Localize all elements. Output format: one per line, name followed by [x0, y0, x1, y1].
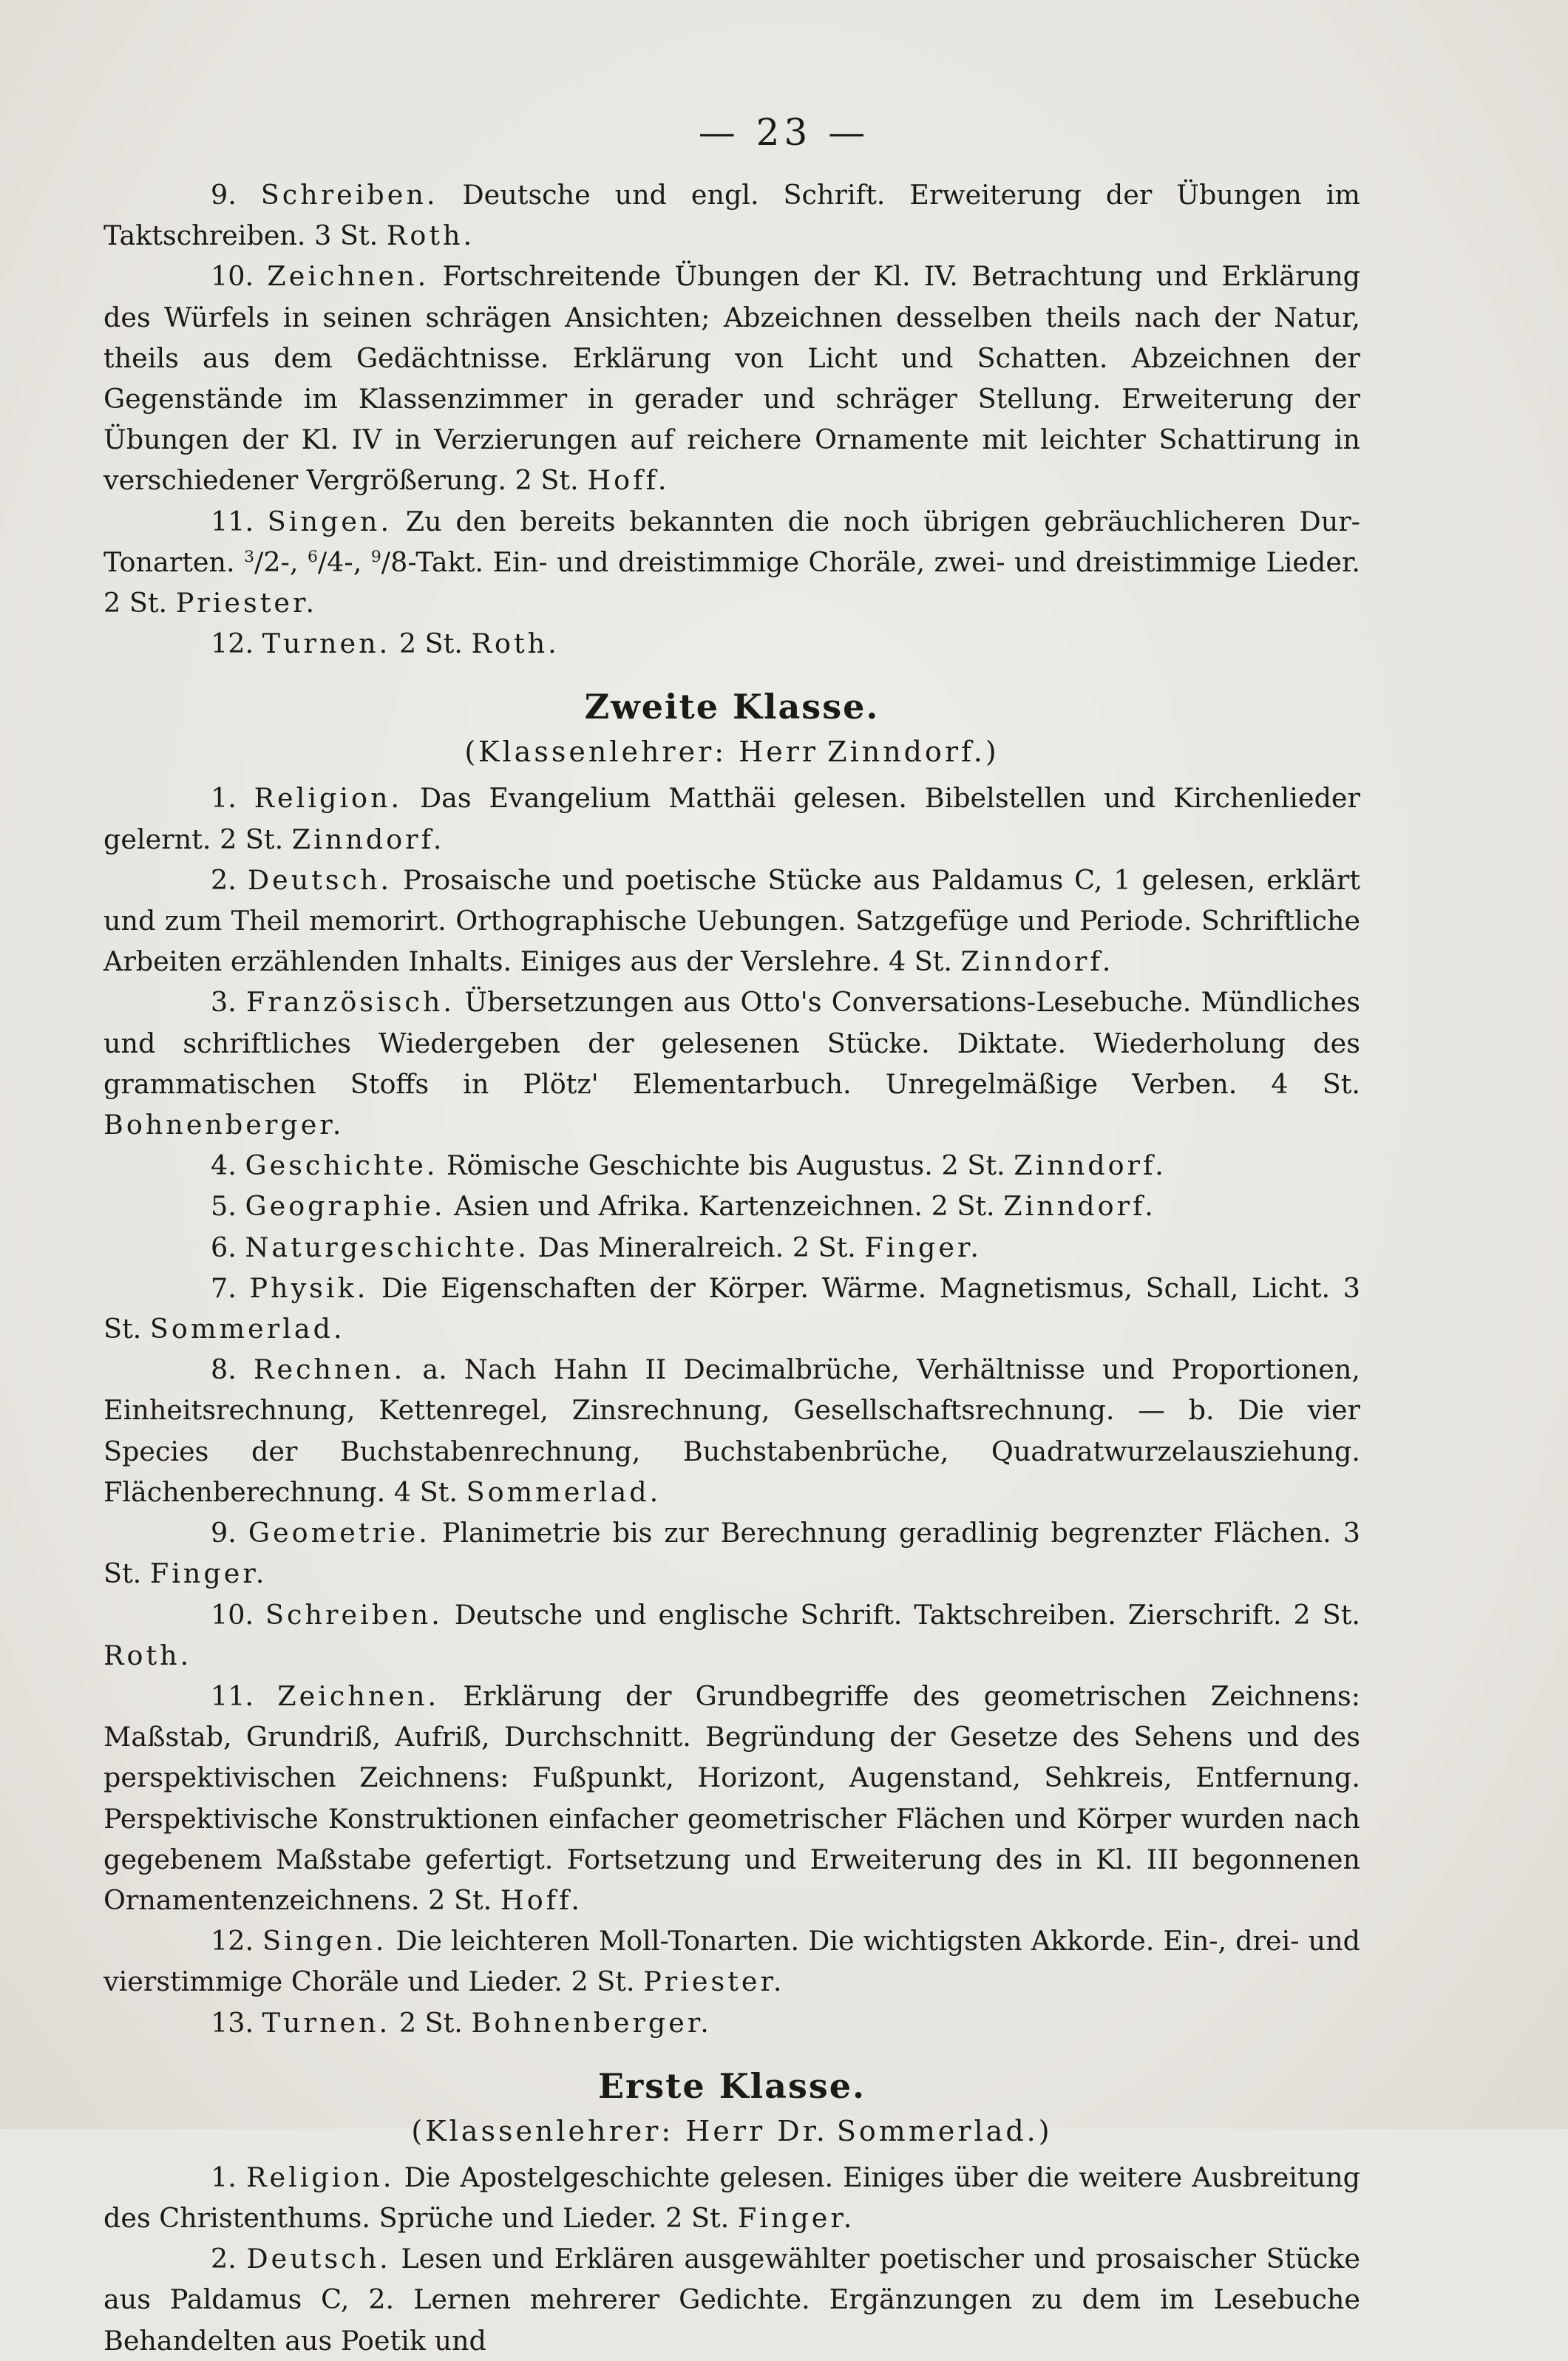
item-franzoesisch: 3. Französisch. Übersetzungen aus Otto's Conversations-Lesebuche. Mündliches und schriftliches Wiedergeben der gelesenen Stücke. Diktate. Wiederholung des grammatischen Stoffs in Plötz' Elementarbuch. Unregelmäßige Verben. 4 St. Bohnenberger. [103, 986, 1360, 1141]
subject-label: Physik. [249, 1271, 369, 1304]
teacher-name: Bohnenberger. [103, 1109, 345, 1141]
teacher-name: Zinndorf. [1014, 1149, 1167, 1182]
class-teacher-line: (Klassenlehrer: Herr Zinndorf.) [464, 736, 999, 769]
item-geographie: 5. Geographie. Asien und Afrika. Kartenzeichnen. 2 St. Zinndorf. [211, 1190, 1156, 1223]
teacher-name: Priester. [175, 587, 318, 619]
item-rechnen: 8. Rechnen. a. Nach Hahn II Decimalbrüche, Verhältnisse und Proportionen, Einheitsrechnung, Kettenregel, Zinsrechnung, Gesellschaftsrechnung. — b. Die vier Species der Buchstabenrechnung, Buchstabenbrüche, Quadratwurzelausziehung. Flächenberechnung. 4 St. Sommerlad. [103, 1353, 1360, 1508]
item-religion: 1. Religion. Die Apostelgeschichte gelesen. Einiges über die weitere Ausbreitung des Christenthums. Sprüche und Lieder. 2 St. Finger. [103, 2161, 1361, 2234]
section-heading-zweite-klasse: Zweite Klasse. [584, 687, 880, 727]
subject-label: Naturgeschichte. [245, 1231, 529, 1263]
teacher-name: Hoff. [500, 1883, 583, 1916]
subject-label: Turnen. [262, 628, 391, 660]
teacher-name: Roth. [386, 220, 475, 252]
item-schreiben: 9. Schreiben. Deutsche und engl. Schrift. Erweiterung der Übungen im Taktschreiben. 3 St. Roth. [103, 179, 1360, 252]
item-singen: 11. Singen. Zu den bereits bekannten die noch übrigen gebräuchlicheren Dur-Tonarten. $^3$/2-, $^6$/4-, $^9$/8-Takt. Ein- und dreistimmige Choräle, zwei- und dreistimmige Lieder. 2 St. Priester. [103, 505, 1361, 619]
page-body [103, 174, 1360, 2361]
teacher-name: Sommerlad. [149, 1313, 345, 1345]
item-zeichnen: 10. Zeichnen. Fortschreitende Übungen der Kl. IV. Betrachtung und Erklärung des Würfels in seinen schrägen Ansichten; Abzeichnen desselben theils nach der Natur, theils aus dem Gedächtnisse. Erklärung von Licht und Schatten. Abzeichnen der Gegenstände im Klassenzimmer in gerader und schräger Stellung. Erweiterung der Übungen der Kl. IV in Verzierungen auf reichere Ornamente mit leichter Schattirung in verschiedener Vergrößerung. 2 St. Hoff. [103, 260, 1360, 497]
subject-label: Geschichte. [245, 1149, 438, 1182]
subject-label: Deutsch. [246, 2243, 391, 2275]
teacher-name: Finger. [864, 1231, 982, 1263]
teacher-name: Bohnenberger. [471, 2006, 712, 2039]
item-geschichte: 4. Geschichte. Römische Geschichte bis Augustus. 2 St. Zinndorf. [211, 1149, 1167, 1182]
teacher-name: Roth. [103, 1639, 192, 1671]
item-deutsch: 2. Deutsch. Lesen und Erklären ausgewählter poetischer und prosaischer Stücke aus Paldamus C, 2. Lernen mehrerer Gedichte. Ergänzungen zu dem im Lesebuche Behandelten aus Poetik und [103, 2243, 1360, 2357]
subject-label: Zeichnen. [277, 1679, 440, 1712]
item-deutsch: 2. Deutsch. Prosaische und poetische Stücke aus Paldamus C, 1 gelesen, erklärt und zum Theil memorirt. Orthographische Uebungen. Satzgefüge und Periode. Schriftliche Arbeiten erzählenden Inhalts. Einiges aus der Verslehre. 4 St. Zinndorf. [103, 863, 1360, 978]
subject-label: Deutsch. [247, 863, 393, 896]
subject-label: Französisch. [246, 986, 455, 1019]
subject-label: Rechnen. [253, 1353, 406, 1386]
item-singen: 12. Singen. Die leichteren Moll-Tonarten. Die wichtigsten Akkorde. Ein-, drei- und vierstimmige Choräle und Lieder. 2 St. Priester. [103, 1925, 1361, 1998]
teacher-name: Finger. [149, 1557, 268, 1590]
subject-label: Geometrie. [248, 1517, 430, 1549]
teacher-name: Priester. [643, 1966, 785, 1998]
subject-label: Singen. [267, 505, 393, 537]
item-geometrie: 9. Geometrie. Planimetrie bis zur Berechnung geradlinig begrenzter Flächen. 3 St. Finger. [103, 1517, 1360, 1590]
class-teacher-line: (Klassenlehrer: Herr Dr. Sommerlad.) [411, 2114, 1053, 2147]
subject-label: Schreiben. [260, 179, 438, 211]
subject-label: Turnen. [262, 2006, 391, 2039]
subject-label: Zeichnen. [267, 260, 430, 293]
subject-label: Religion. [245, 2161, 395, 2193]
teacher-name: Hoff. [587, 464, 670, 497]
subject-label: Religion. [254, 782, 403, 815]
teacher-name: Sommerlad. [466, 1475, 662, 1508]
item-zeichnen: 11. Zeichnen. Erklärung der Grundbegriffe des geometrischen Zeichnens: Maßstab, Grundriß, Aufriß, Durchschnitt. Begründung der Gesetze des Sehens und des perspektivischen Zeichnens: Fußpunkt, Horizont, Augenstand, Sehkreis, Entfernung. Perspektivische Konstruktionen einfacher geometrischer Flächen und Körper wurden nach gegebenem Maßstabe gefertigt. Fortsetzung und Erweiterung des in Kl. III begonnenen Ornamentenzeichnens. 2 St. Hoff. [103, 1679, 1360, 1916]
teacher-name: Finger. [737, 2201, 855, 2234]
subject-label: Schreiben. [265, 1598, 443, 1631]
item-religion: 1. Religion. Das Evangelium Matthäi gelesen. Bibelstellen und Kirchenlieder gelernt. 2 St. Zinndorf. [103, 782, 1360, 855]
teacher-name: Zinndorf. [960, 945, 1114, 978]
item-physik: 7. Physik. Die Eigenschaften der Körper. Wärme. Magnetismus, Schall, Licht. 3 St. Sommerlad. [103, 1271, 1360, 1345]
teacher-name: Zinndorf. [291, 823, 445, 855]
subject-label: Geographie. [245, 1190, 446, 1223]
item-turnen: 12. Turnen. 2 St. Roth. [211, 628, 560, 660]
teacher-name: Roth. [471, 628, 560, 660]
teacher-name: Zinndorf. [1003, 1190, 1156, 1223]
item-schreiben: 10. Schreiben. Deutsche und englische Schrift. Taktschreiben. Zierschrift. 2 St. Roth. [103, 1598, 1360, 1671]
page-number: — 23 — [698, 111, 870, 154]
subject-label: Singen. [262, 1925, 387, 1957]
item-naturgeschichte: 6. Naturgeschichte. Das Mineralreich. 2 St. Finger. [211, 1231, 982, 1263]
section-heading-erste-klasse: Erste Klasse. [597, 2065, 866, 2106]
item-turnen: 13. Turnen. 2 St. Bohnenberger. [211, 2006, 712, 2039]
